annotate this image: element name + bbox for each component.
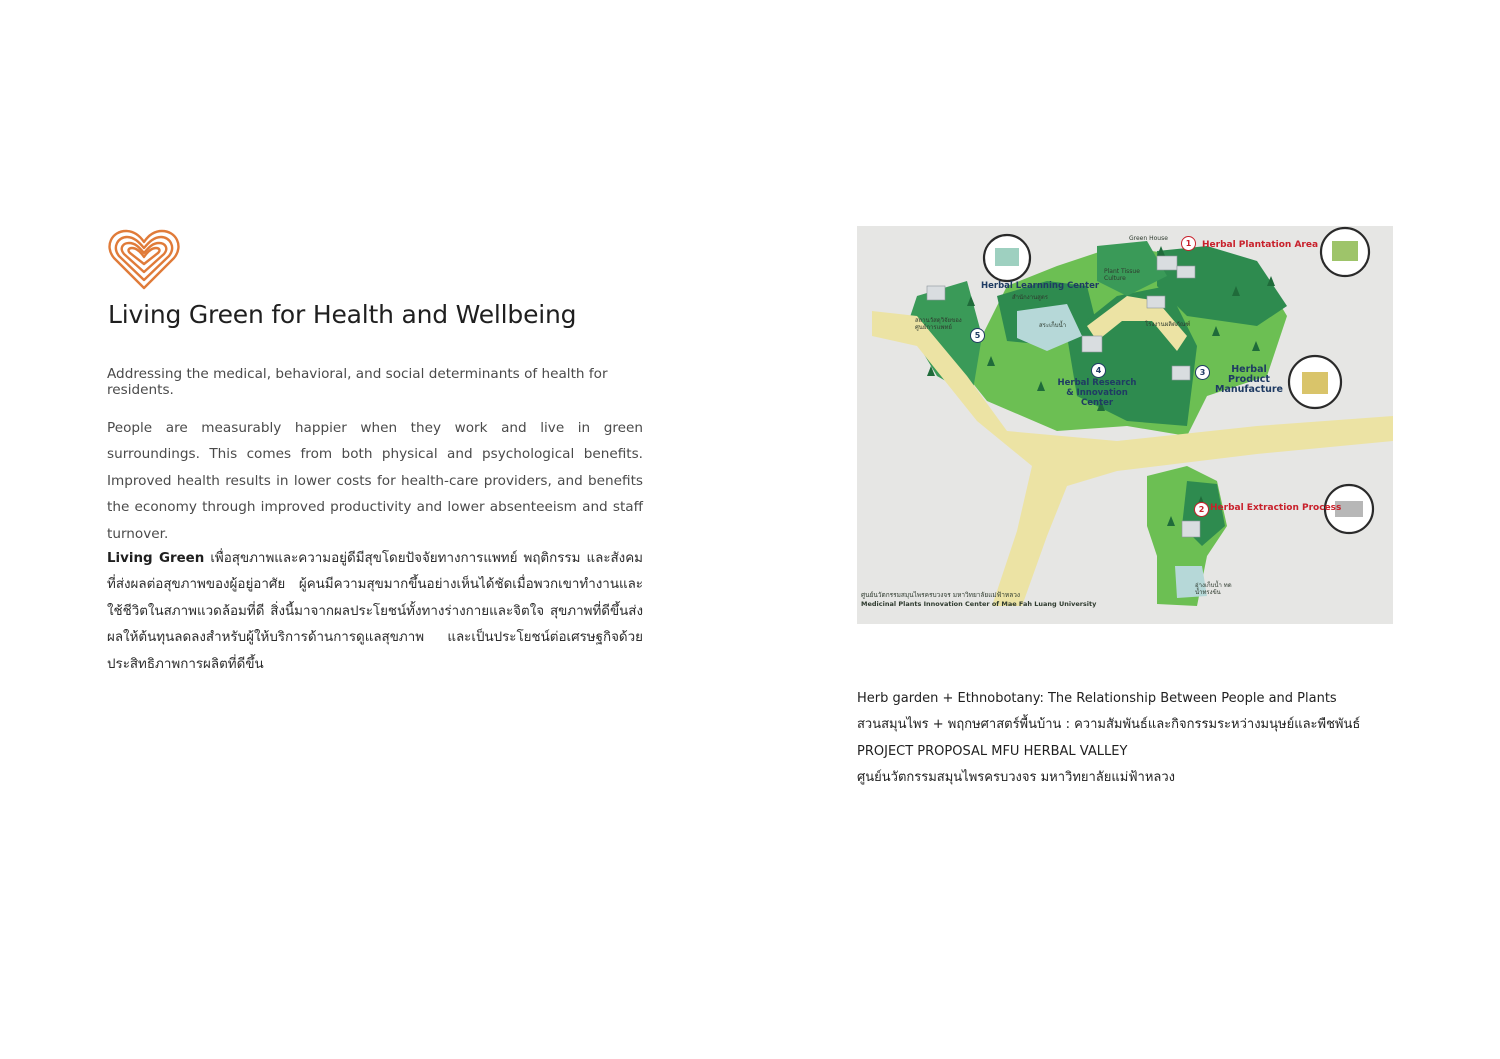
label-green-house: Green House (1129, 235, 1168, 242)
map-credit-english: Medicinal Plants Innovation Center of Mae Fah Luang University (861, 600, 1097, 608)
body-thai-lead: Living Green (107, 551, 205, 566)
caption-line-3: PROJECT PROPOSAL MFU HERBAL VALLEY (857, 743, 1128, 759)
marker-4: 4 (1091, 363, 1106, 378)
label-herbal-extraction-process: Herbal Extraction Process (1210, 503, 1342, 513)
marker-5: 5 (970, 328, 985, 343)
marker-2: 2 (1194, 502, 1209, 517)
label-factory: โรงงานผลิตภัณฑ์ (1145, 321, 1191, 328)
page-title: Living Green for Health and Wellbeing (108, 300, 577, 329)
label-herbal-learning-center: Herbal Learnning Center (981, 281, 1100, 291)
label-medical-center: สถานวัสดุวิจัยของ ศูนย์การแพทย์ (915, 317, 962, 331)
label-pond: สระเก็บน้ำ (1039, 322, 1067, 329)
caption-line-1: Herb garden + Ethnobotany: The Relationship Between People and Plants (857, 691, 1337, 706)
body-thai-text: เพื่อสุขภาพและความอยู่ดีมีสุขโดยปัจจัยทางการแพทย์ พฤติกรรม และสังคมที่ส่งผลต่อสุขภาพของผู้อยู่อาศัย ผู้คนมีความสุขมากขึ้นอย่างเห็นได้ชัดเมื่อพวกเขาทำงานและใช้ชีวิตในสภาพแวดล้อมที่ดี สิ่งนี้มาจากผลประโยชน์ทั้งทางร่างกายและจิตใจ สุขภาพที่ดีขึ้นส่งผลให้ต้นทุนลดลงสำหรับผู้ให้บริการด้านการดูแลสุขภาพ และเป็นประโยชน์ต่อเศรษฐกิจด้วยประสิทธิภาพการผลิตที่ดีขึ้น (107, 551, 644, 672)
label-herbal-product-manufacture: Herbal Product Manufacture (1215, 364, 1283, 395)
label-herbal-research-innovation-center: Herbal Research & Innovation Center (1057, 378, 1137, 408)
marker-1: 1 (1181, 236, 1196, 251)
intro-text: Addressing the medical, behavioral, and social determinants of health for residents. (107, 366, 608, 398)
map-credit-thai: ศูนย์นวัตกรรมสมุนไพรครบวงจร มหาวิทยาลัยแม่ฟ้าหลวง (861, 591, 1021, 599)
label-plant-tissue: Plant Tissue Culture (1104, 268, 1140, 282)
label-herbal-plantation-area: Herbal Plantation Area (1202, 240, 1319, 250)
herbal-valley-map (857, 226, 1393, 624)
concentric-heart-icon (108, 228, 180, 292)
caption-line-2: สวนสมุนไพร + พฤกษศาสตร์พื้นบ้าน : ความสัมพันธ์และกิจกรรมระหว่างมนุษย์และพืชพันธ์ (857, 717, 1361, 733)
caption-line-4: ศูนย์นวัตกรรมสมุนไพรครบวงจร มหาวิทยาลัยแม่ฟ้าหลวง (857, 770, 1176, 786)
label-learning-center-th: สำนักงานสูตร (1012, 294, 1048, 301)
label-reservoir: อ่างเก็บน้ำ ทดน้ำทรงข้น (1195, 582, 1232, 596)
figure-caption (857, 686, 1457, 792)
map-illustration (857, 226, 1393, 624)
marker-3: 3 (1195, 365, 1210, 380)
body-thai (107, 546, 643, 678)
body-english: People are measurably happier when they work and live in green surroundings. This comes from both physical and psychological benefits. Improved health results in lower costs for health-care providers, and benefits the economy through improved productivity and lower absenteeism and staff turnover. (107, 420, 643, 542)
